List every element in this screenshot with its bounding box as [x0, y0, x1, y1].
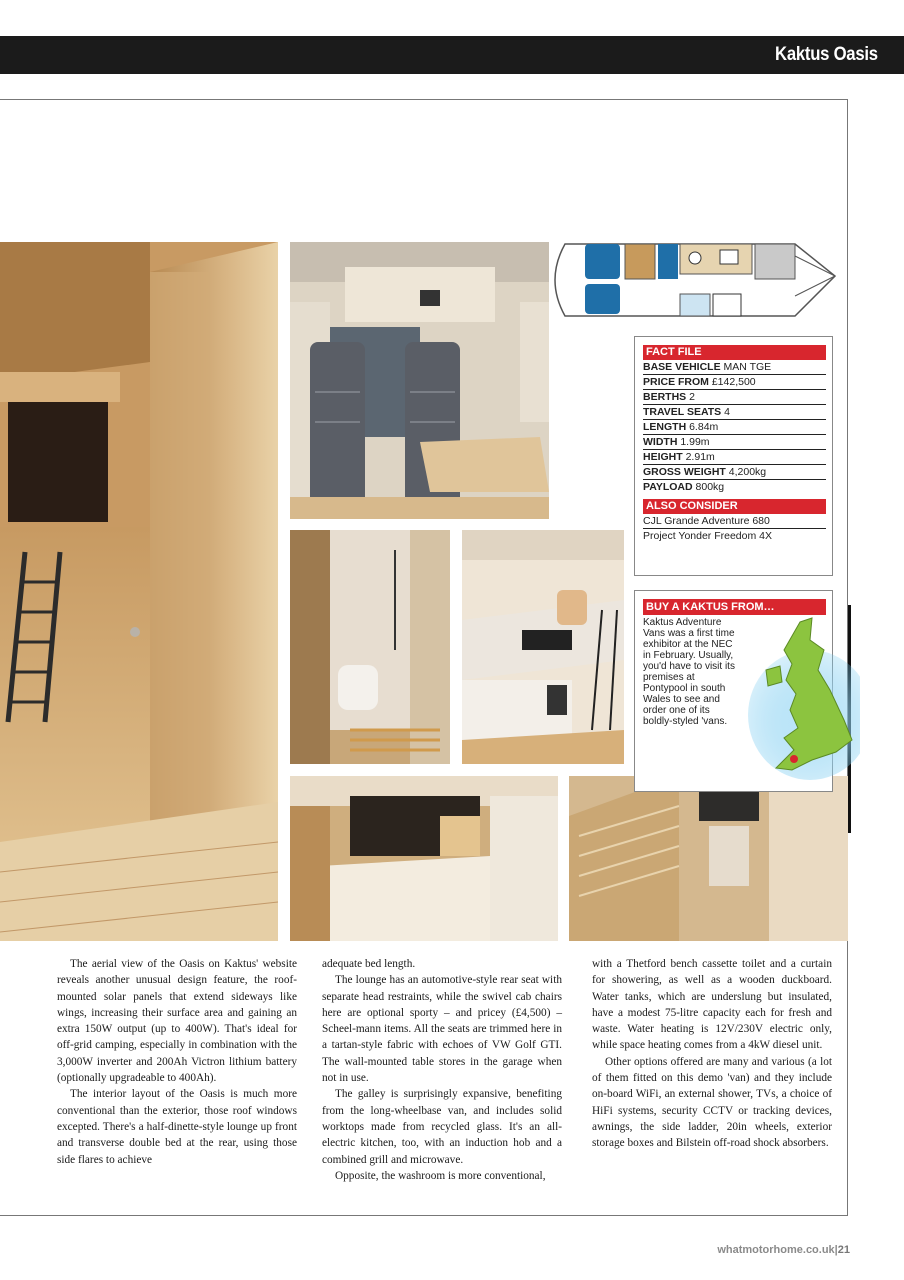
fact-file-box — [634, 336, 833, 576]
body-column-3 — [592, 956, 832, 1152]
header-bar — [0, 36, 904, 74]
body-column-1 — [57, 956, 297, 1168]
fact-label: BERTHS — [643, 391, 687, 403]
photo-double-bed — [290, 776, 558, 941]
fact-row-gross-weight — [643, 465, 826, 480]
fact-label: BASE VEHICLE — [643, 361, 721, 373]
footer-site: whatmotorhome.co.uk — [717, 1244, 835, 1256]
fact-label: LENGTH — [643, 421, 687, 433]
fact-row-length — [643, 420, 826, 435]
body-paragraph: Opposite, the washroom is more conventional, — [335, 1169, 546, 1182]
floor-plan — [545, 236, 845, 326]
fact-label: GROSS WEIGHT — [643, 466, 726, 478]
fact-label: HEIGHT — [643, 451, 683, 463]
buy-box-heading: BUY A KAKTUS FROM… — [643, 599, 826, 615]
fact-value: 4 — [724, 406, 730, 418]
fact-label: PRICE FROM — [643, 376, 709, 388]
fact-value: MAN TGE — [723, 361, 772, 373]
body-paragraph: The interior layout of the Oasis is much more conventional than the exterior, those roof windows excepted. There's a half-dinette-style lounge up front and transverse double bed at the rear, using those side flares to achieve — [57, 1088, 297, 1166]
page-footer — [717, 1244, 850, 1256]
fact-value: 6.84m — [689, 421, 719, 433]
buy-box-text: Kaktus Adventure Vans was a first time exhibitor at the NEC in February. Usually, you'd have to visit its premises at Pontypool in south Wales to see and order one of its boldly-styled 'vans. — [643, 617, 735, 727]
fact-value: 2.91m — [685, 451, 715, 463]
photo-washroom — [290, 530, 450, 764]
fact-row-travel-seats — [643, 405, 826, 420]
body-paragraph: Other options offered are many and various (a lot of them fitted on this demo 'van) and they include on-board WiFi, an external shower, TVs, a choice of HiFi systems, security CCTV or tracking devices, awnings, the side ladder, 20in wheels, exterior storage boxes and Bilstein off-road shock absorbers. — [592, 1055, 832, 1150]
fact-row-base-vehicle — [643, 360, 826, 375]
uk-map-icon — [740, 610, 860, 785]
body-paragraph: with a Thetford bench cassette toilet and a curtain for showering, as well as a wooden duckboard. Water tanks, which are underslung but insulated, have a modest 75-litre capacity each for fresh and waste. Water heating is 12V/230V electric only, while space heating comes from a 4kW diesel unit. — [592, 958, 832, 1052]
fact-value: 4,200kg — [728, 466, 767, 478]
body-paragraph: The galley is surprisingly expansive, benefiting from the long-wheelbase van, and includes solid worktops made from recycled glass. It's an all-electric kitchen, too, with an induction hob and a combined grill and microwave. — [322, 1088, 562, 1166]
alternative-item: Project Yonder Freedom 4X — [643, 530, 772, 542]
frame-line-top — [0, 99, 848, 100]
page-title: Kaktus Oasis — [775, 44, 878, 65]
fact-value: 800kg — [695, 481, 725, 493]
fact-row-price — [643, 375, 826, 390]
fact-label: PAYLOAD — [643, 481, 693, 493]
photo-galley — [462, 530, 624, 764]
photo-roof-windows — [569, 776, 848, 941]
fact-row-berths — [643, 390, 826, 405]
alternative-item: CJL Grande Adventure 680 — [643, 514, 826, 529]
footer-separator: | — [834, 1244, 838, 1256]
body-paragraph: adequate bed length. — [322, 958, 416, 970]
fact-row-width — [643, 435, 826, 450]
fact-label: TRAVEL SEATS — [643, 406, 722, 418]
fact-row-height — [643, 450, 826, 465]
frame-line-bottom — [0, 1215, 848, 1216]
body-paragraph: The lounge has an automotive-style rear seat with separate head restraints, while the swivel cab chairs here are optional sporty – and pricey (£4,500) – Scheel-mann items. All the seats are trimmed here in a tartan-style fabric with echoes of VW Golf GTI. The wall-mounted table stores in the garage when not in use. — [322, 974, 562, 1085]
page-number: 21 — [837, 1244, 850, 1256]
fact-value: £142,500 — [711, 376, 756, 388]
fact-file-heading: FACT FILE — [643, 345, 826, 360]
fact-row-payload — [643, 480, 826, 494]
photo-lounge-seats — [290, 242, 549, 519]
fact-value: 2 — [689, 391, 695, 403]
photo-interior-corridor — [0, 242, 278, 941]
also-consider-heading: ALSO CONSIDER — [643, 499, 826, 514]
fact-label: WIDTH — [643, 436, 678, 448]
body-paragraph: The aerial view of the Oasis on Kaktus' website reveals another unusual design feature, the roof-mounted solar panels that extend sideways like wings, increasing their surface area and gaining an extra 150W output (up to 400W). That's ideal for off-grid camping, especially in combination with the 3,000W inverter and 200Ah Victron lithium battery (optionally upgradeable to 400Ah). — [57, 958, 297, 1085]
body-column-2 — [322, 956, 562, 1184]
fact-value: 1.99m — [680, 436, 710, 448]
